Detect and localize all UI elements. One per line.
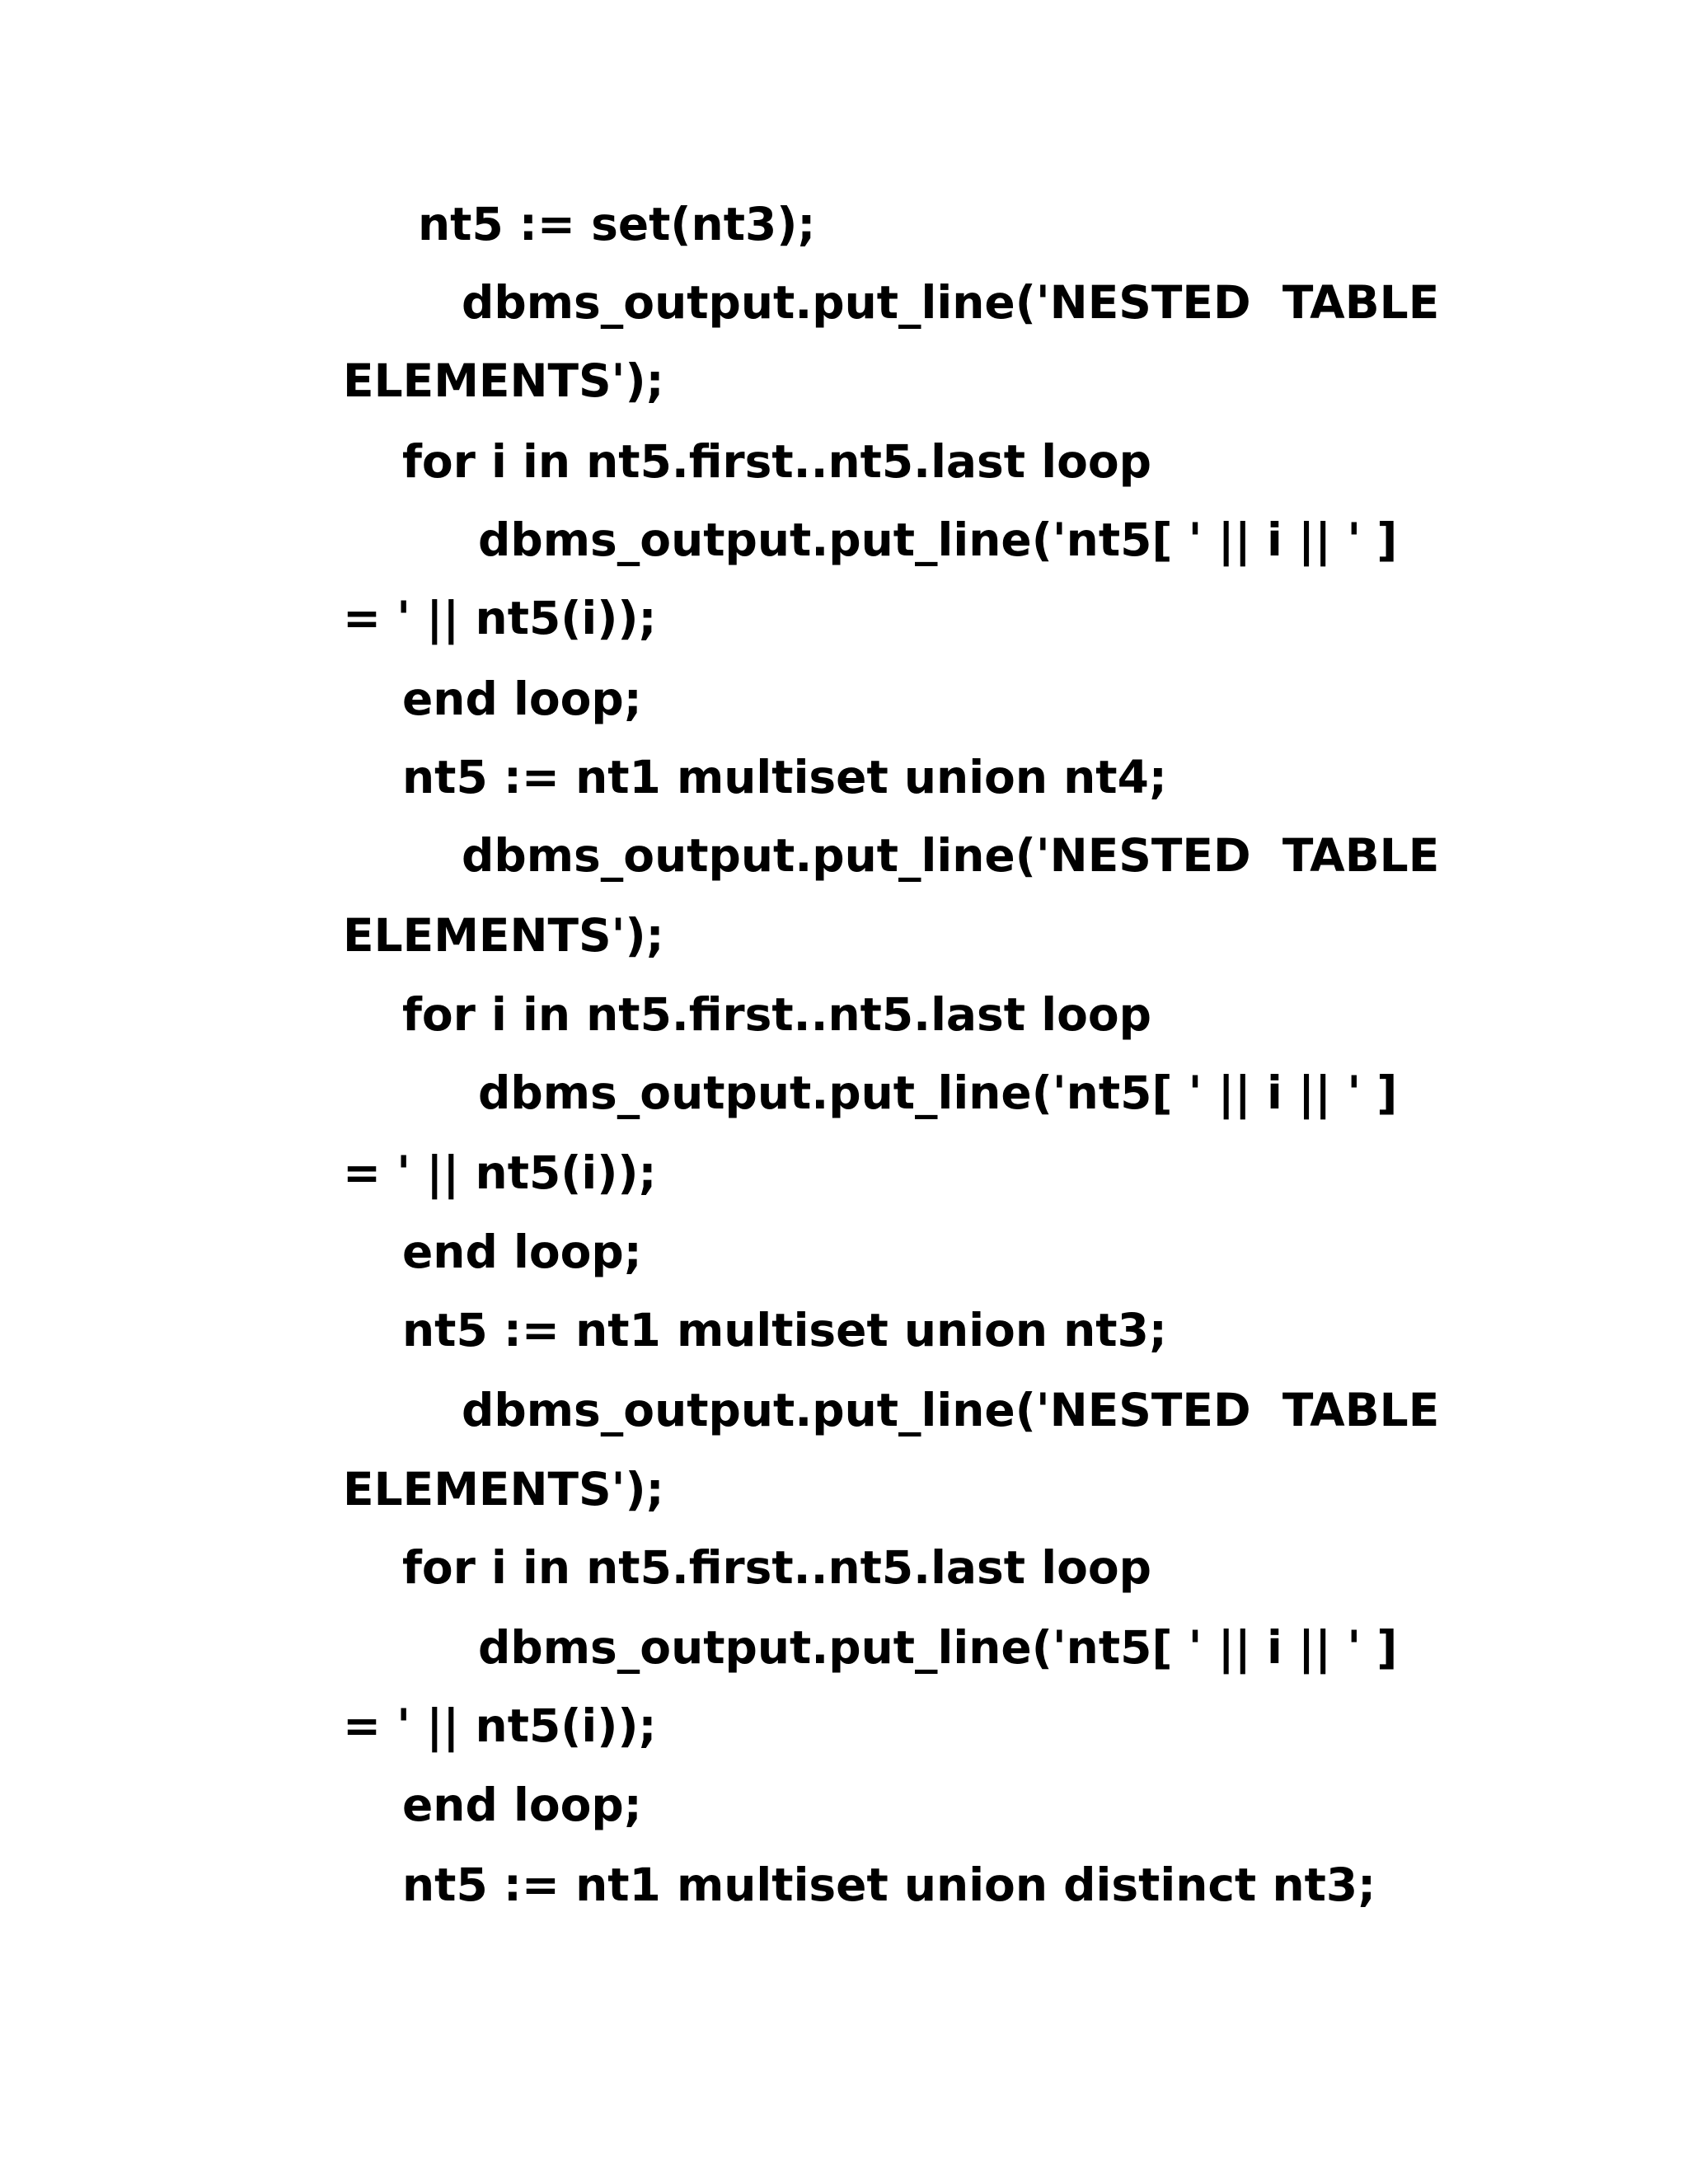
code-line-13: = ' || nt5(i)); [343,1146,657,1199]
code-line-12: dbms_output.put_line('nt5[ ' || i || ' ] [478,1066,1398,1119]
code-line-18: for i in nt5.first..nt5.last loop [402,1541,1152,1594]
code-line-22: nt5 := nt1 multiset union distinct nt3; [402,1858,1376,1911]
code-line-9: dbms_output.put_line('NESTED TABLE [462,829,1440,882]
code-line-21: end loop; [402,1779,642,1831]
code-line-8: nt5 := nt1 multiset union nt4; [402,751,1167,804]
code-line-19: dbms_output.put_line('nt5[ ' || i || ' ] [478,1621,1398,1674]
code-line-6: = ' || nt5(i)); [343,592,657,644]
code-line-7: end loop; [402,673,642,725]
code-line-10: ELEMENTS'); [343,909,664,962]
code-line-14: end loop; [402,1226,642,1278]
code-line-20: = ' || nt5(i)); [343,1699,657,1752]
code-line-1: nt5 := set(nt3); [418,198,816,251]
code-line-17: ELEMENTS'); [343,1463,664,1516]
code-line-3: ELEMENTS'); [343,354,664,407]
code-line-11: for i in nt5.first..nt5.last loop [402,988,1152,1041]
code-line-2: dbms_output.put_line('NESTED TABLE [462,276,1440,329]
code-line-15: nt5 := nt1 multiset union nt3; [402,1304,1167,1357]
code-line-16: dbms_output.put_line('NESTED TABLE [462,1384,1440,1436]
code-line-5: dbms_output.put_line('nt5[ ' || i || ' ] [478,513,1398,566]
code-line-4: for i in nt5.first..nt5.last loop [402,435,1152,488]
